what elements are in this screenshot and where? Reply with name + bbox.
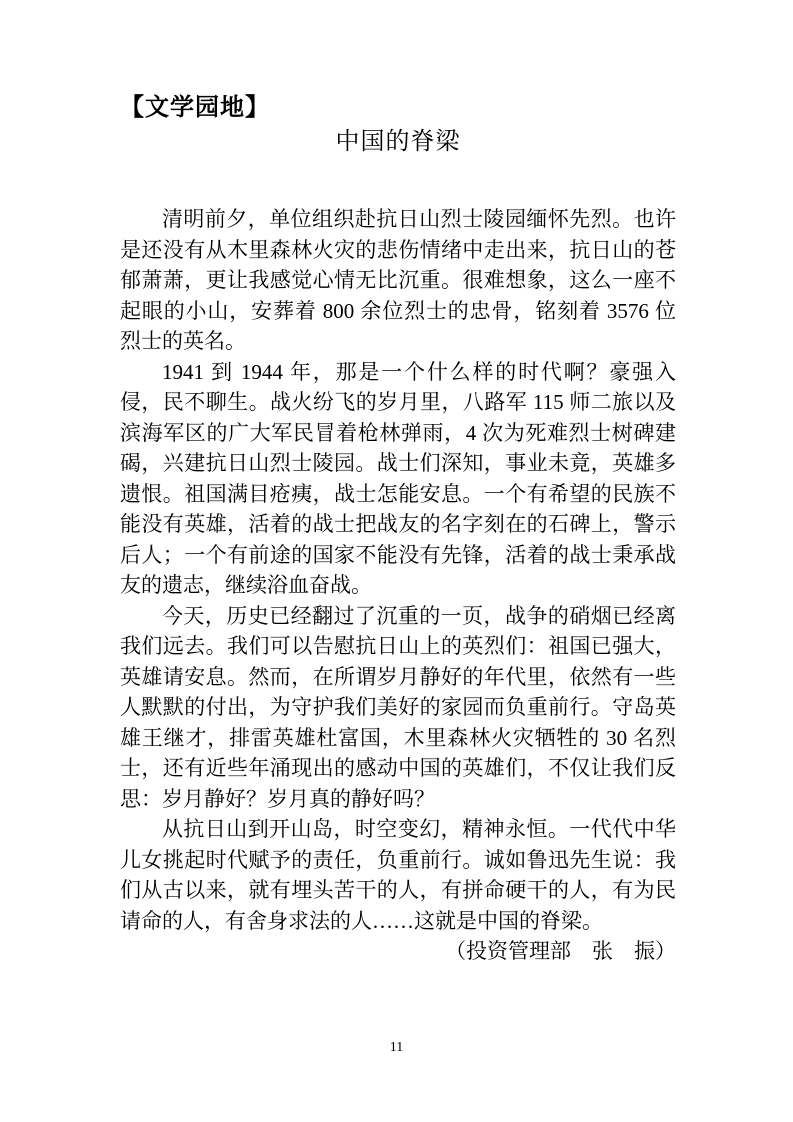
paragraph: 从抗日山到开山岛，时空变幻，精神永恒。一代代中华儿女挑起时代赋予的责任，负重前行。诚如鲁迅先生说：我们从古以来，就有埋头苦干的人，有拼命硬干的人，有为民请命的人，有舍身求法的人……这就是中国的脊梁。 (120, 817, 676, 933)
paragraph: 今天，历史已经翻过了沉重的一页，战争的硝烟已经离我们远去。我们可以告慰抗日山上的英烈们：祖国已强大，英雄请安息。然而，在所谓岁月静好的年代里，依然有一些人默默的付出，为守护我们美好的家园而负重前行。守岛英雄王继才，排雷英雄杜富国，木里森林火灾牺牲的 30 名烈士，还有近些年涌现出的感动中国的英雄们，不仅让我们反思：岁月静好？岁月真的静好吗？ (120, 603, 676, 811)
section-header: 【文学园地】 (120, 95, 270, 121)
author-attribution: （投资管理部 张 振） (445, 939, 676, 963)
page-content (120, 0, 676, 967)
article-body (120, 204, 676, 967)
paragraph: 清明前夕，单位组织赴抗日山烈士陵园缅怀先烈。也许是还没有从木里森林火灾的悲伤情绪中走出来，抗日山的苍郁萧萧，更让我感觉心情无比沉重。很难想象，这么一座不起眼的小山，安葬着 800 余位烈士的忠骨，铭刻着 3576 位烈士的英名。 (120, 207, 676, 353)
paragraph: 1941 到 1944 年，那是一个什么样的时代啊？豪强入侵，民不聊生。战火纷飞的岁月里，八路军 115 师二旅以及滨海军区的广大军民冒着枪林弹雨，4 次为死难烈士树碑建碣，兴建抗日山烈士陵园。战士们深知，事业未竟，英雄多遗恨。祖国满目疮痍，战士怎能安息。一个有希望的民族不能没有英雄，活着的战士把战友的名字刻在的石碑上，警示后人；一个有前途的国家不能没有先锋，活着的战士秉承战友的遗志，继续浴血奋战。 (120, 359, 676, 597)
article-title: 中国的脊梁 (335, 128, 461, 155)
page-number: 11 (389, 1040, 404, 1055)
